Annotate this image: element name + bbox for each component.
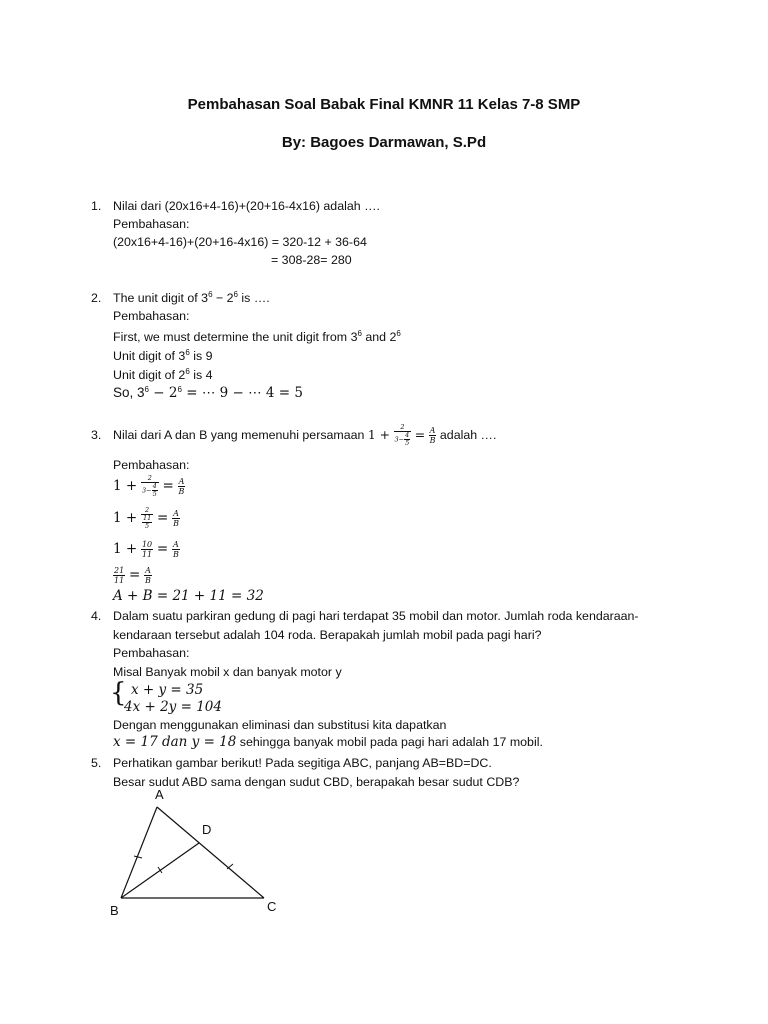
q2-question: The unit digit of $3^6 - 2^6$ is ….	[113, 290, 270, 305]
q4-number: 4.	[91, 609, 102, 623]
label-b: B	[110, 903, 119, 918]
q3-final: A + B = 21 + 11 = 32	[113, 588, 264, 604]
side-ac	[157, 807, 264, 898]
q2-number: 2.	[91, 291, 102, 305]
q4-question-line2: kendaraan tersebut adalah 104 roda. Berapakah jumlah mobil pada pagi hari?	[113, 628, 542, 642]
q2-unit-digit-3: Unit digit of $3^6$ is 9	[113, 348, 213, 363]
q5-question-line1: Perhatikan gambar berikut! Pada segitiga ABC, panjang AB=BD=DC.	[113, 756, 492, 770]
label-d: D	[202, 822, 212, 837]
q2-unit-digit-2: Unit digit of $2^6$ is 4	[113, 367, 213, 382]
q5-question-line2: Besar sudut ABD sama dengan sudut CBD, berapakah besar sudut CDB?	[113, 775, 520, 789]
q4-misal: Misal Banyak mobil x dan banyak motor y	[113, 665, 342, 679]
q3-number: 3.	[91, 428, 102, 442]
tick-dc	[227, 864, 233, 869]
q1-solution-line2: = 308-28= 280	[271, 253, 352, 267]
q4-system-brace: {	[110, 678, 127, 708]
q4-result: x = 17 dan y = 18 sehingga banyak mobil pada pagi hari adalah 17 mobil.	[113, 734, 543, 750]
q3-question-ab: $\frac{A}{B}$	[429, 426, 436, 446]
document-author: By: Bagoes Darmawan, S.Pd	[281, 134, 487, 151]
side-ab	[121, 807, 157, 898]
label-c: C	[267, 899, 277, 914]
q3-step2: 1 + $\frac{2}{\frac{11}{5}}$ = $\frac{A}{B}$	[113, 505, 179, 530]
q3-question: Nilai dari A dan B yang memenuhi persamaan 1 + 2 3− $\frac{4}{5}$ = $\frac{A}{B}$ adalah ….	[113, 423, 497, 448]
q1-solution-line1: (20x16+4-16)+(20+16-4x16) = 320-12 + 36-64	[113, 235, 367, 249]
q3-step3: 1 + $\frac{10}{11}$ = $\frac{A}{B}$	[113, 539, 179, 559]
q4-method: Dengan menggunakan eliminasi dan substitusi kita dapatkan	[113, 718, 447, 732]
q5-number: 5.	[91, 756, 102, 770]
q4-pembahasan-label: Pembahasan:	[113, 646, 190, 660]
q3-question-fraction: 2 3− $\frac{4}{5}$	[394, 423, 410, 448]
q4-equation1: x + y = 35	[131, 682, 204, 698]
q1-question: Nilai dari (20x16+4-16)+(20+16-4x16) adalah ….	[113, 199, 380, 213]
q1-number: 1.	[91, 199, 102, 213]
document-title: Pembahasan Soal Babak Final KMNR 11 Kelas 7-8 SMP	[187, 96, 581, 113]
q3-pembahasan-label: Pembahasan:	[113, 458, 190, 472]
q4-question-line1: Dalam suatu parkiran gedung di pagi hari terdapat 35 mobil dan motor. Jumlah roda kendaraan-	[113, 609, 639, 623]
q2-pembahasan-label: Pembahasan:	[113, 309, 190, 323]
q4-equation2: 4x + 2y = 104	[124, 699, 222, 715]
q1-pembahasan-label: Pembahasan:	[113, 217, 190, 231]
triangle-diagram	[100, 780, 300, 920]
label-a: A	[155, 787, 164, 802]
q3-step1: 1 + 2 3− $\frac{4}{5}$ = $\frac{A}{B}$	[113, 473, 185, 498]
q2-conclusion: So, $3^6 - 2^6$ = ⋯ 9 − ⋯ 4 = 5	[113, 385, 303, 401]
q3-step4: $\frac{21}{11}$ = $\frac{A}{B}$	[114, 565, 151, 585]
q2-first-line: First, we must determine the unit digit from $3^6$ and $2^6$	[113, 329, 401, 344]
